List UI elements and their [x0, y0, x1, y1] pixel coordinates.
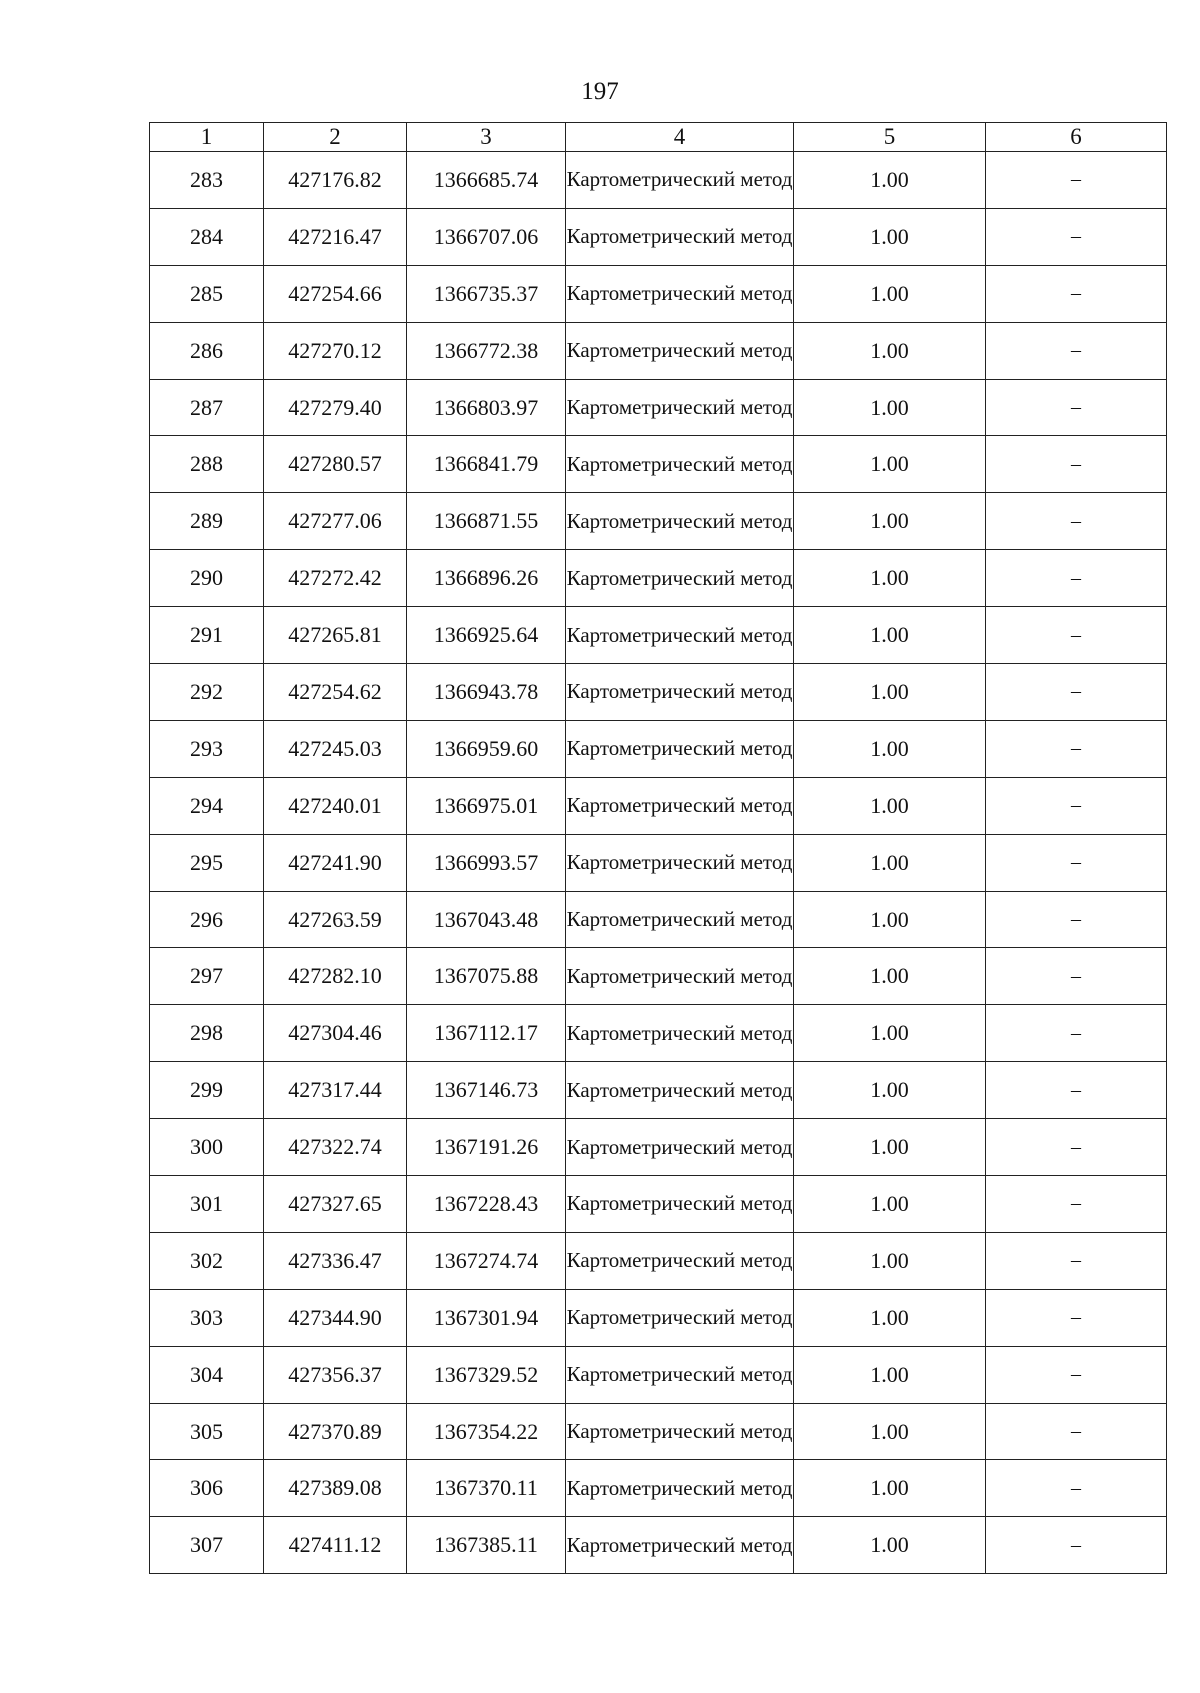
y-coordinate-cell: 1367075.88	[407, 948, 566, 1005]
point-number-cell: 295	[150, 834, 264, 891]
y-coordinate-cell: 1367228.43	[407, 1176, 566, 1233]
point-number-cell: 289	[150, 493, 264, 550]
x-coordinate-cell: 427176.82	[264, 152, 407, 209]
y-coordinate-cell: 1367274.74	[407, 1232, 566, 1289]
accuracy-cell: 1.00	[794, 1119, 986, 1176]
table-row	[150, 664, 1167, 721]
note-cell: –	[986, 379, 1167, 436]
y-coordinate-cell: 1366841.79	[407, 436, 566, 493]
accuracy-cell: 1.00	[794, 1517, 986, 1574]
accuracy-cell: 1.00	[794, 1232, 986, 1289]
point-number-cell: 292	[150, 664, 264, 721]
table-row	[150, 208, 1167, 265]
table-row	[150, 1005, 1167, 1062]
method-cell: Картометрический метод	[566, 664, 794, 721]
table-body	[150, 152, 1167, 1574]
x-coordinate-cell: 427254.66	[264, 265, 407, 322]
method-cell: Картометрический метод	[566, 948, 794, 1005]
x-coordinate-cell: 427356.37	[264, 1346, 407, 1403]
table-row	[150, 1176, 1167, 1233]
table-row	[150, 1062, 1167, 1119]
point-number-cell: 285	[150, 265, 264, 322]
y-coordinate-cell: 1366896.26	[407, 550, 566, 607]
y-coordinate-cell: 1367329.52	[407, 1346, 566, 1403]
accuracy-cell: 1.00	[794, 777, 986, 834]
column-header: 5	[794, 123, 986, 152]
y-coordinate-cell: 1366925.64	[407, 607, 566, 664]
method-cell: Картометрический метод	[566, 1346, 794, 1403]
point-number-cell: 293	[150, 720, 264, 777]
accuracy-cell: 1.00	[794, 720, 986, 777]
y-coordinate-cell: 1367146.73	[407, 1062, 566, 1119]
table-row	[150, 152, 1167, 209]
accuracy-cell: 1.00	[794, 493, 986, 550]
x-coordinate-cell: 427279.40	[264, 379, 407, 436]
x-coordinate-cell: 427304.46	[264, 1005, 407, 1062]
x-coordinate-cell: 427272.42	[264, 550, 407, 607]
accuracy-cell: 1.00	[794, 1005, 986, 1062]
y-coordinate-cell: 1367191.26	[407, 1119, 566, 1176]
x-coordinate-cell: 427265.81	[264, 607, 407, 664]
method-cell: Картометрический метод	[566, 1517, 794, 1574]
table-row	[150, 777, 1167, 834]
note-cell: –	[986, 208, 1167, 265]
note-cell: –	[986, 1119, 1167, 1176]
note-cell: –	[986, 550, 1167, 607]
table-row	[150, 379, 1167, 436]
y-coordinate-cell: 1366871.55	[407, 493, 566, 550]
y-coordinate-cell: 1366959.60	[407, 720, 566, 777]
table-row	[150, 948, 1167, 1005]
x-coordinate-cell: 427245.03	[264, 720, 407, 777]
x-coordinate-cell: 427411.12	[264, 1517, 407, 1574]
x-coordinate-cell: 427241.90	[264, 834, 407, 891]
note-cell: –	[986, 152, 1167, 209]
accuracy-cell: 1.00	[794, 891, 986, 948]
table-header	[150, 123, 1167, 152]
method-cell: Картометрический метод	[566, 436, 794, 493]
accuracy-cell: 1.00	[794, 1289, 986, 1346]
note-cell: –	[986, 1005, 1167, 1062]
method-cell: Картометрический метод	[566, 1460, 794, 1517]
x-coordinate-cell: 427280.57	[264, 436, 407, 493]
accuracy-cell: 1.00	[794, 152, 986, 209]
point-number-cell: 294	[150, 777, 264, 834]
point-number-cell: 306	[150, 1460, 264, 1517]
method-cell: Картометрический метод	[566, 152, 794, 209]
table-row	[150, 834, 1167, 891]
x-coordinate-cell: 427322.74	[264, 1119, 407, 1176]
point-number-cell: 305	[150, 1403, 264, 1460]
point-number-cell: 291	[150, 607, 264, 664]
method-cell: Картометрический метод	[566, 1289, 794, 1346]
method-cell: Картометрический метод	[566, 1062, 794, 1119]
point-number-cell: 301	[150, 1176, 264, 1233]
note-cell: –	[986, 436, 1167, 493]
y-coordinate-cell: 1366975.01	[407, 777, 566, 834]
accuracy-cell: 1.00	[794, 208, 986, 265]
accuracy-cell: 1.00	[794, 948, 986, 1005]
x-coordinate-cell: 427216.47	[264, 208, 407, 265]
method-cell: Картометрический метод	[566, 493, 794, 550]
method-cell: Картометрический метод	[566, 1176, 794, 1233]
y-coordinate-cell: 1367043.48	[407, 891, 566, 948]
table-row	[150, 265, 1167, 322]
method-cell: Картометрический метод	[566, 379, 794, 436]
note-cell: –	[986, 1460, 1167, 1517]
note-cell: –	[986, 1176, 1167, 1233]
table-row	[150, 493, 1167, 550]
point-number-cell: 304	[150, 1346, 264, 1403]
x-coordinate-cell: 427370.89	[264, 1403, 407, 1460]
table-row	[150, 720, 1167, 777]
note-cell: –	[986, 322, 1167, 379]
coordinates-table	[149, 122, 1167, 1574]
accuracy-cell: 1.00	[794, 607, 986, 664]
point-number-cell: 302	[150, 1232, 264, 1289]
method-cell: Картометрический метод	[566, 550, 794, 607]
x-coordinate-cell: 427263.59	[264, 891, 407, 948]
point-number-cell: 303	[150, 1289, 264, 1346]
table-row	[150, 607, 1167, 664]
point-number-cell: 287	[150, 379, 264, 436]
column-header: 6	[986, 123, 1167, 152]
point-number-cell: 297	[150, 948, 264, 1005]
page-number: 197	[581, 78, 619, 105]
point-number-cell: 288	[150, 436, 264, 493]
method-cell: Картометрический метод	[566, 1119, 794, 1176]
y-coordinate-cell: 1366772.38	[407, 322, 566, 379]
method-cell: Картометрический метод	[566, 1232, 794, 1289]
point-number-cell: 284	[150, 208, 264, 265]
note-cell: –	[986, 1517, 1167, 1574]
accuracy-cell: 1.00	[794, 379, 986, 436]
accuracy-cell: 1.00	[794, 834, 986, 891]
x-coordinate-cell: 427282.10	[264, 948, 407, 1005]
point-number-cell: 296	[150, 891, 264, 948]
method-cell: Картометрический метод	[566, 208, 794, 265]
accuracy-cell: 1.00	[794, 322, 986, 379]
x-coordinate-cell: 427327.65	[264, 1176, 407, 1233]
column-header: 2	[264, 123, 407, 152]
accuracy-cell: 1.00	[794, 1062, 986, 1119]
table-row	[150, 1289, 1167, 1346]
note-cell: –	[986, 1289, 1167, 1346]
y-coordinate-cell: 1367385.11	[407, 1517, 566, 1574]
y-coordinate-cell: 1366707.06	[407, 208, 566, 265]
accuracy-cell: 1.00	[794, 1176, 986, 1233]
column-header: 4	[566, 123, 794, 152]
table-row	[150, 436, 1167, 493]
x-coordinate-cell: 427317.44	[264, 1062, 407, 1119]
table-row	[150, 1460, 1167, 1517]
y-coordinate-cell: 1367354.22	[407, 1403, 566, 1460]
note-cell: –	[986, 834, 1167, 891]
point-number-cell: 307	[150, 1517, 264, 1574]
accuracy-cell: 1.00	[794, 436, 986, 493]
table-row	[150, 891, 1167, 948]
accuracy-cell: 1.00	[794, 1460, 986, 1517]
y-coordinate-cell: 1367370.11	[407, 1460, 566, 1517]
table-row	[150, 1119, 1167, 1176]
note-cell: –	[986, 777, 1167, 834]
y-coordinate-cell: 1366685.74	[407, 152, 566, 209]
y-coordinate-cell: 1366803.97	[407, 379, 566, 436]
table-row	[150, 1346, 1167, 1403]
note-cell: –	[986, 1346, 1167, 1403]
point-number-cell: 299	[150, 1062, 264, 1119]
point-number-cell: 283	[150, 152, 264, 209]
method-cell: Картометрический метод	[566, 1403, 794, 1460]
method-cell: Картометрический метод	[566, 1005, 794, 1062]
accuracy-cell: 1.00	[794, 265, 986, 322]
header-row	[150, 123, 1167, 152]
note-cell: –	[986, 265, 1167, 322]
point-number-cell: 300	[150, 1119, 264, 1176]
column-header: 3	[407, 123, 566, 152]
note-cell: –	[986, 1062, 1167, 1119]
note-cell: –	[986, 1232, 1167, 1289]
method-cell: Картометрический метод	[566, 720, 794, 777]
note-cell: –	[986, 493, 1167, 550]
column-header: 1	[150, 123, 264, 152]
method-cell: Картометрический метод	[566, 607, 794, 664]
x-coordinate-cell: 427240.01	[264, 777, 407, 834]
point-number-cell: 290	[150, 550, 264, 607]
x-coordinate-cell: 427336.47	[264, 1232, 407, 1289]
point-number-cell: 286	[150, 322, 264, 379]
accuracy-cell: 1.00	[794, 664, 986, 721]
note-cell: –	[986, 664, 1167, 721]
accuracy-cell: 1.00	[794, 1346, 986, 1403]
table-row	[150, 1232, 1167, 1289]
y-coordinate-cell: 1366735.37	[407, 265, 566, 322]
x-coordinate-cell: 427344.90	[264, 1289, 407, 1346]
table-row	[150, 550, 1167, 607]
table-row	[150, 1517, 1167, 1574]
point-number-cell: 298	[150, 1005, 264, 1062]
y-coordinate-cell: 1366943.78	[407, 664, 566, 721]
table-row	[150, 1403, 1167, 1460]
x-coordinate-cell: 427277.06	[264, 493, 407, 550]
note-cell: –	[986, 720, 1167, 777]
x-coordinate-cell: 427270.12	[264, 322, 407, 379]
y-coordinate-cell: 1367112.17	[407, 1005, 566, 1062]
x-coordinate-cell: 427254.62	[264, 664, 407, 721]
method-cell: Картометрический метод	[566, 322, 794, 379]
note-cell: –	[986, 1403, 1167, 1460]
method-cell: Картометрический метод	[566, 265, 794, 322]
y-coordinate-cell: 1366993.57	[407, 834, 566, 891]
accuracy-cell: 1.00	[794, 550, 986, 607]
table-row	[150, 322, 1167, 379]
accuracy-cell: 1.00	[794, 1403, 986, 1460]
y-coordinate-cell: 1367301.94	[407, 1289, 566, 1346]
note-cell: –	[986, 891, 1167, 948]
method-cell: Картометрический метод	[566, 834, 794, 891]
note-cell: –	[986, 948, 1167, 1005]
note-cell: –	[986, 607, 1167, 664]
method-cell: Картометрический метод	[566, 777, 794, 834]
method-cell: Картометрический метод	[566, 891, 794, 948]
x-coordinate-cell: 427389.08	[264, 1460, 407, 1517]
